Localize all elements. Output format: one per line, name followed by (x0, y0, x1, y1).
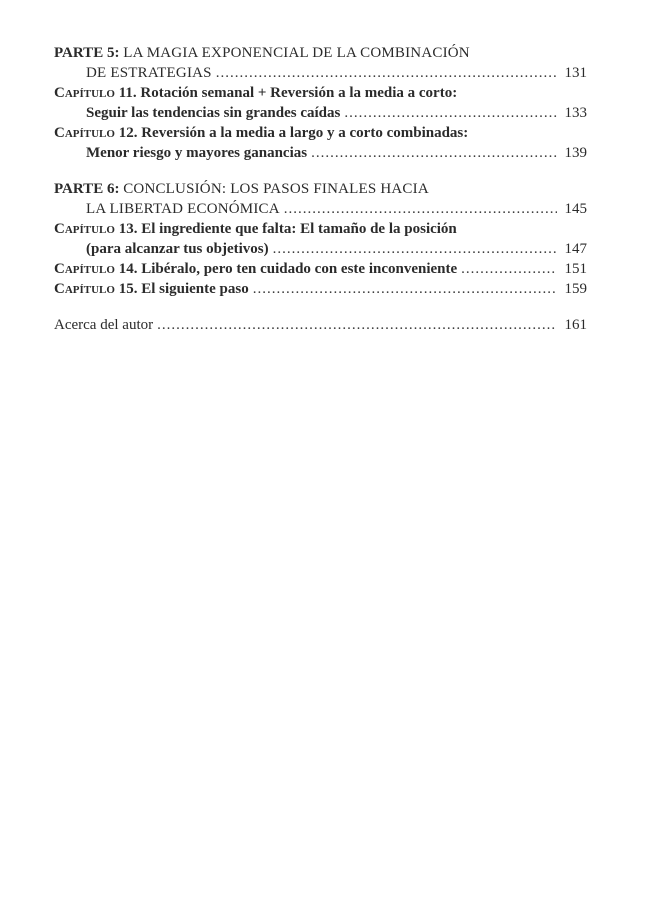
chapter-label: Capítulo 13. (54, 221, 138, 237)
toc-part-6 (54, 179, 587, 299)
chapter-label: Capítulo 15. (54, 281, 138, 297)
chapter-title: El siguiente paso (141, 281, 249, 297)
part-title-line (54, 43, 587, 63)
page-number: 161 (564, 317, 587, 333)
toc-chapter-13 (54, 219, 587, 239)
part-title: CONCLUSIÓN: LOS PASOS FINALES HACIA (123, 181, 429, 197)
dot-leader (344, 103, 557, 123)
page-number: 159 (564, 281, 587, 297)
dot-leader (461, 259, 557, 279)
part-title: LA MAGIA EXPONENCIAL DE LA COMBINACIÓN (123, 45, 470, 61)
toc-chapter-11 (54, 83, 587, 103)
table-of-contents (54, 43, 587, 335)
part-title-line (54, 199, 587, 219)
chapter-title-line (54, 103, 587, 123)
page-number: 147 (564, 241, 587, 257)
chapter-title: El ingrediente que falta: El tamaño de la posición (141, 221, 457, 237)
page-number: 151 (564, 261, 587, 277)
toc-about-author (54, 315, 587, 335)
chapter-title: Reversión a la media a largo y a corto combinadas: (141, 125, 469, 141)
page-number: 145 (564, 201, 587, 217)
chapter-title-line (54, 143, 587, 163)
chapter-label: Capítulo 11. (54, 85, 137, 101)
part-title-continued: LA LIBERTAD ECONÓMICA (86, 201, 280, 217)
about-label: Acerca del autor (54, 317, 154, 333)
chapter-label: Capítulo 14. (54, 261, 138, 277)
chapter-subtitle: Menor riesgo y mayores ganancias (86, 145, 308, 161)
part-title-continued: DE ESTRATEGIAS (86, 65, 212, 81)
page-number: 139 (564, 145, 587, 161)
page-number: 133 (564, 105, 587, 121)
toc-part-5 (54, 43, 587, 163)
toc-chapter-12 (54, 123, 587, 143)
chapter-subtitle: (para alcanzar tus objetivos) (86, 241, 269, 257)
part-label: PARTE 5: (54, 45, 120, 61)
dot-leader (284, 199, 557, 219)
chapter-subtitle: Seguir las tendencias sin grandes caídas (86, 105, 341, 121)
chapter-label: Capítulo 12. (54, 125, 138, 141)
part-title-line (54, 63, 587, 83)
toc-chapter-14 (54, 259, 587, 279)
part-label: PARTE 6: (54, 181, 120, 197)
toc-chapter-15 (54, 279, 587, 299)
dot-leader (273, 239, 557, 259)
dot-leader (253, 279, 557, 299)
dot-leader (157, 315, 557, 335)
dot-leader (216, 63, 557, 83)
chapter-title-line (54, 239, 587, 259)
page-number: 131 (564, 65, 587, 81)
part-title-line (54, 179, 587, 199)
dot-leader (311, 143, 557, 163)
chapter-title: Libéralo, pero ten cuidado con este inconveniente (141, 261, 458, 277)
chapter-title: Rotación semanal + Reversión a la media a corto: (140, 85, 458, 101)
